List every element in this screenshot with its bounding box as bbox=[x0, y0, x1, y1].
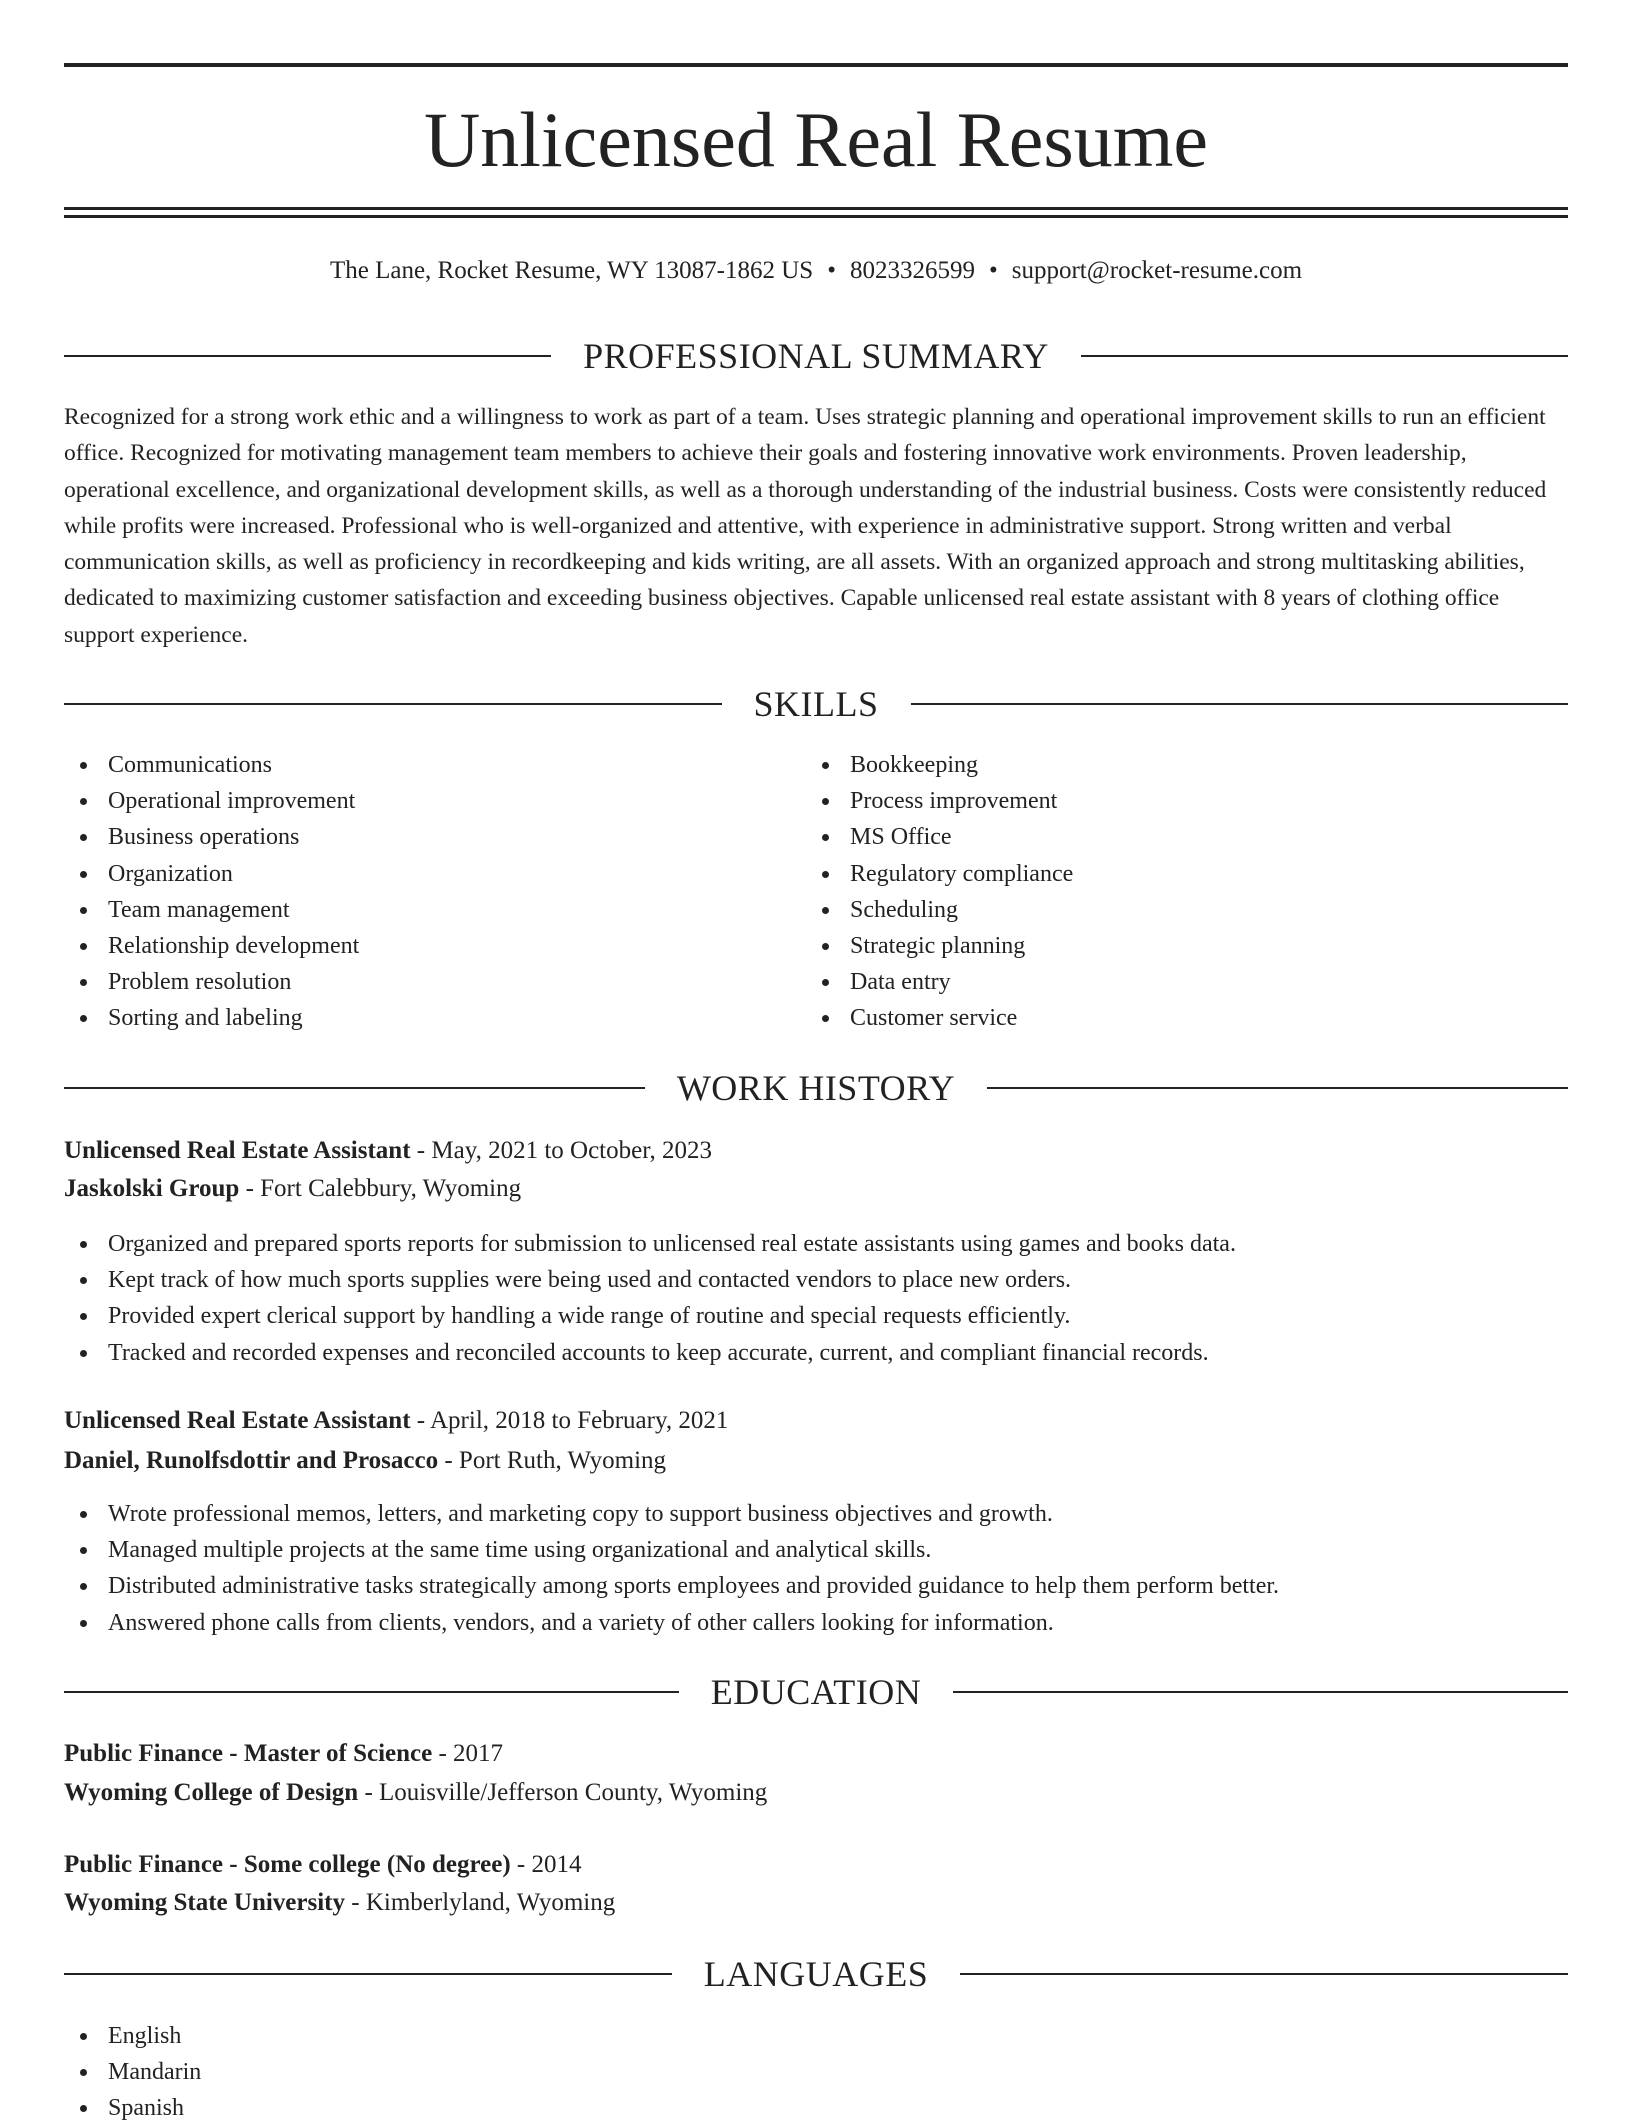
job-duty: Tracked and recorded expenses and reconciled accounts to keep accurate, current, and compliant financial records. bbox=[64, 1335, 1568, 1371]
contact-separator: • bbox=[827, 257, 836, 284]
job-duty: Managed multiple projects at the same time using organizational and analytical skills. bbox=[64, 1532, 1568, 1568]
education-degree: Public Finance - Master of Science bbox=[64, 1740, 433, 1767]
section-rule bbox=[64, 1087, 645, 1089]
job-company-line bbox=[64, 1443, 666, 1479]
job-duties-list bbox=[64, 1496, 1568, 1641]
job-company: Daniel, Runolfsdottir and Prosacco bbox=[64, 1447, 439, 1474]
skills-list-right bbox=[806, 747, 1566, 1037]
job-company-line bbox=[64, 1171, 521, 1207]
skill-item: Data entry bbox=[806, 964, 1566, 1000]
education-year: - 2014 bbox=[510, 1851, 582, 1878]
job-duty: Provided expert clerical support by handling a wide range of routine and special requests efficiently. bbox=[64, 1298, 1568, 1334]
education-location: - Louisville/Jefferson County, Wyoming bbox=[358, 1779, 768, 1806]
job-title-line bbox=[64, 1403, 728, 1439]
section-rule bbox=[64, 355, 551, 357]
education-degree-line bbox=[64, 1847, 581, 1883]
skill-item: Relationship development bbox=[64, 928, 804, 964]
job-title-line bbox=[64, 1133, 712, 1169]
job-duty: Distributed administrative tasks strategically among sports employees and provided guidance to help them perform better. bbox=[64, 1568, 1568, 1604]
job-duty: Wrote professional memos, letters, and marketing copy to support business objectives and growth. bbox=[64, 1496, 1568, 1532]
skills-list-left bbox=[64, 747, 804, 1037]
section-header-work bbox=[64, 1066, 1568, 1110]
section-rule bbox=[953, 1691, 1568, 1693]
section-title: PROFESSIONAL SUMMARY bbox=[583, 336, 1049, 376]
education-school: Wyoming State University bbox=[64, 1889, 345, 1916]
language-item: Mandarin bbox=[64, 2054, 1568, 2090]
skill-item: Customer service bbox=[806, 1000, 1566, 1036]
skill-item: Scheduling bbox=[806, 892, 1566, 928]
skill-item: MS Office bbox=[806, 819, 1566, 855]
job-location: - Fort Calebbury, Wyoming bbox=[239, 1175, 522, 1202]
job-location: - Port Ruth, Wyoming bbox=[438, 1447, 667, 1474]
skill-item: Process improvement bbox=[806, 783, 1566, 819]
section-header-languages bbox=[64, 1952, 1568, 1996]
skill-item: Problem resolution bbox=[64, 964, 804, 1000]
job-duties-list bbox=[64, 1226, 1568, 1371]
section-title: LANGUAGES bbox=[703, 1954, 929, 1994]
section-rule bbox=[1081, 355, 1568, 357]
header-bottom-rule-2 bbox=[64, 215, 1568, 218]
contact-line bbox=[64, 254, 1568, 288]
education-year: - 2017 bbox=[432, 1740, 504, 1767]
languages-list bbox=[64, 2018, 1568, 2127]
skill-item: Team management bbox=[64, 892, 804, 928]
section-rule bbox=[987, 1087, 1568, 1089]
section-rule bbox=[64, 1691, 679, 1693]
section-rule bbox=[64, 703, 722, 705]
section-rule bbox=[960, 1973, 1568, 1975]
job-dates: - April, 2018 to February, 2021 bbox=[410, 1407, 729, 1434]
job-dates: - May, 2021 to October, 2023 bbox=[410, 1137, 713, 1164]
section-title: EDUCATION bbox=[710, 1672, 922, 1712]
education-school-line bbox=[64, 1885, 615, 1921]
skill-item: Bookkeeping bbox=[806, 747, 1566, 783]
skill-item: Operational improvement bbox=[64, 783, 804, 819]
skill-item: Strategic planning bbox=[806, 928, 1566, 964]
education-degree: Public Finance - Some college (No degree) bbox=[64, 1851, 511, 1878]
job-duty: Kept track of how much sports supplies were being used and contacted vendors to place new orders. bbox=[64, 1262, 1568, 1298]
education-degree-line bbox=[64, 1736, 503, 1772]
language-item: Spanish bbox=[64, 2090, 1568, 2126]
contact-phone: 8023326599 bbox=[849, 257, 975, 284]
section-header-skills bbox=[64, 682, 1568, 726]
job-title: Unlicensed Real Estate Assistant bbox=[64, 1407, 411, 1434]
section-title: WORK HISTORY bbox=[676, 1068, 956, 1108]
contact-email: support@rocket-resume.com bbox=[1011, 257, 1303, 284]
education-location: - Kimberlyland, Wyoming bbox=[345, 1889, 616, 1916]
section-header-education bbox=[64, 1670, 1568, 1714]
job-duty: Answered phone calls from clients, vendors, and a variety of other callers looking for information. bbox=[64, 1605, 1568, 1641]
skill-item: Sorting and labeling bbox=[64, 1000, 804, 1036]
section-title: SKILLS bbox=[753, 684, 879, 724]
contact-separator: • bbox=[988, 257, 998, 284]
skill-item: Regulatory compliance bbox=[806, 856, 1566, 892]
skill-item: Organization bbox=[64, 856, 804, 892]
section-header-summary bbox=[64, 334, 1568, 378]
summary-text: Recognized for a strong work ethic and a willingness to work as part of a team. Uses strategic planning and operational improvement skills to run an efficient office. Recognized for motivating management team members to achieve their goals and fostering innovative work environments. Proven leadership, operational excellence, and organizational development skills, as well as a thorough understanding of the industrial business. Costs were consistently reduced while profits were increased. Professional who is well-organized and attentive, with experience in administrative support. Strong written and verbal communication skills, as well as proficiency in recordkeeping and kids writing, are all assets. With an organized approach and strong multitasking abilities, dedicated to maximizing customer satisfaction and exceeding business objectives. Capable unlicensed real estate assistant with 8 years of clothing office support experience. bbox=[64, 404, 1547, 648]
job-title: Unlicensed Real Estate Assistant bbox=[64, 1137, 411, 1164]
header-top-rule bbox=[64, 63, 1568, 67]
contact-address: The Lane, Rocket Resume, WY 13087-1862 US bbox=[329, 257, 814, 284]
resume-name: Unlicensed Real Resume bbox=[423, 96, 1209, 183]
header-bottom-rule bbox=[64, 207, 1568, 210]
section-rule bbox=[64, 1973, 672, 1975]
education-school-line bbox=[64, 1775, 767, 1811]
skill-item: Communications bbox=[64, 747, 804, 783]
job-company: Jaskolski Group bbox=[64, 1175, 240, 1202]
education-school: Wyoming College of Design bbox=[64, 1779, 359, 1806]
skill-item: Business operations bbox=[64, 819, 804, 855]
language-item: English bbox=[64, 2018, 1568, 2054]
job-duty: Organized and prepared sports reports for submission to unlicensed real estate assistants using games and books data. bbox=[64, 1226, 1568, 1262]
section-rule bbox=[911, 703, 1569, 705]
